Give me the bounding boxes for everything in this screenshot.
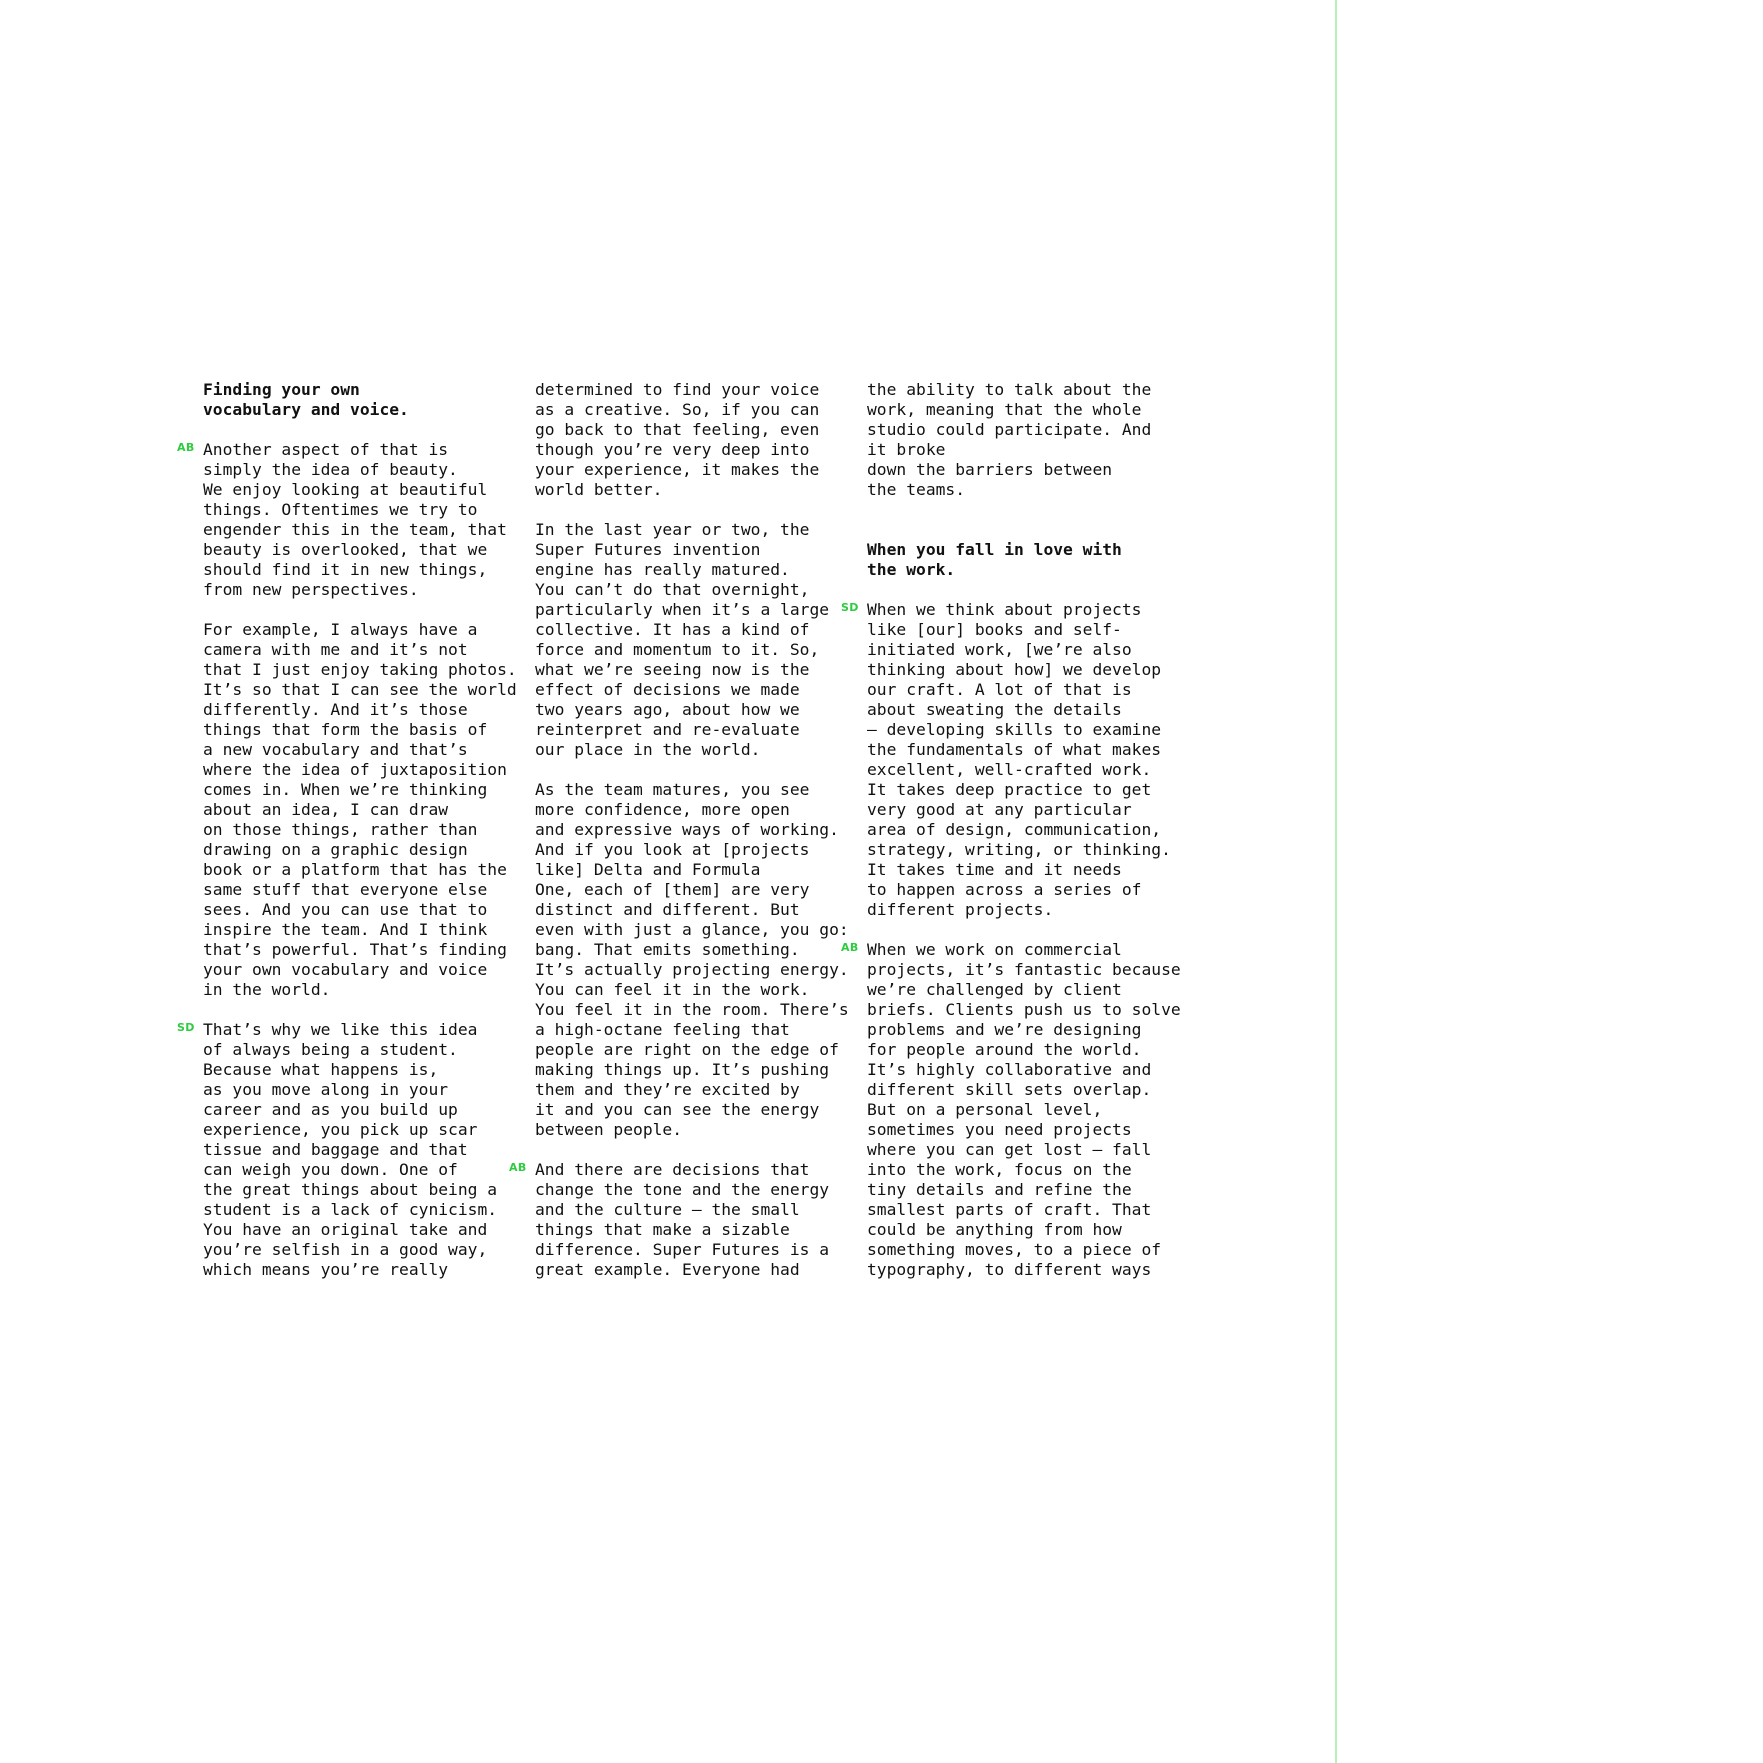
speaker-initials: SD	[841, 601, 859, 614]
text-column-3	[841, 380, 1182, 1280]
text-line: It takes deep practice to get	[867, 780, 1152, 799]
text-line: like] Delta and Formula	[535, 860, 761, 879]
page-divider-line	[1335, 0, 1337, 1763]
text-line: about an idea, I can draw	[203, 800, 449, 819]
text-line: things that form the basis of	[203, 720, 488, 739]
text-line: for people around the world.	[867, 1040, 1142, 1059]
text-line: One, each of [them] are very	[535, 880, 810, 899]
text-line: It’s actually projecting energy.	[535, 960, 849, 979]
text-line: It’s so that I can see the world	[203, 680, 517, 699]
text-line: Another aspect of that is	[203, 440, 449, 459]
text-line: the ability to talk about the	[867, 380, 1152, 399]
text-line: drawing on a graphic design	[203, 840, 468, 859]
text-line: difference. Super Futures is a	[535, 1240, 830, 1259]
text-line: When you fall in love with	[867, 540, 1122, 559]
text-line: excellent, well-crafted work.	[867, 760, 1152, 779]
text-line: what we’re seeing now is the	[535, 660, 810, 679]
text-line: reinterpret and re-evaluate	[535, 720, 800, 739]
text-line: making things up. It’s pushing	[535, 1060, 830, 1079]
text-line: beauty is overlooked, that we	[203, 540, 488, 559]
text-line: it and you can see the energy	[535, 1100, 820, 1119]
text-line: comes in. When we’re thinking	[203, 780, 488, 799]
paragraph	[867, 380, 1182, 500]
paragraph	[203, 620, 518, 1000]
text-line: that I just enjoy taking photos.	[203, 660, 517, 679]
text-line: tiny details and refine the	[867, 1180, 1132, 1199]
text-line: great example. Everyone had	[535, 1260, 800, 1279]
text-line: You can’t do that overnight,	[535, 580, 810, 599]
text-line: strategy, writing, or thinking.	[867, 840, 1171, 859]
text-column-2	[509, 380, 850, 1280]
text-line: career and as you build up	[203, 1100, 458, 1119]
text-line: simply the idea of beauty.	[203, 460, 458, 479]
text-line: the teams.	[867, 480, 966, 499]
text-line: to happen across a series of	[867, 880, 1142, 899]
speaker-initials: AB	[177, 441, 195, 454]
text-line: the fundamentals of what makes	[867, 740, 1162, 759]
text-line: a new vocabulary and that’s	[203, 740, 468, 759]
text-line: When we think about projects	[867, 600, 1142, 619]
text-line: about sweating the details	[867, 700, 1122, 719]
paragraph	[535, 520, 850, 760]
text-line: like [our] books and self-	[867, 620, 1122, 639]
text-line: that’s powerful. That’s finding	[203, 940, 507, 959]
text-line: camera with me and it’s not	[203, 640, 468, 659]
text-line: It takes time and it needs	[867, 860, 1122, 879]
text-line: in the world.	[203, 980, 331, 999]
text-line: where the idea of juxtaposition	[203, 760, 507, 779]
text-line: distinct and different. But	[535, 900, 800, 919]
text-line: effect of decisions we made	[535, 680, 800, 699]
text-line: go back to that feeling, even	[535, 420, 820, 439]
text-line: very good at any particular	[867, 800, 1132, 819]
text-line: our craft. A lot of that is	[867, 680, 1132, 699]
paragraph	[509, 1160, 850, 1280]
text-line: into the work, focus on the	[867, 1160, 1132, 1179]
text-line: you’re selfish in a good way,	[203, 1240, 488, 1259]
text-column-1	[177, 380, 518, 1280]
text-line: we’re challenged by client	[867, 980, 1122, 999]
text-line: can weigh you down. One of	[203, 1160, 458, 1179]
text-line: determined to find your voice	[535, 380, 820, 399]
text-line: particularly when it’s a large	[535, 600, 830, 619]
section-heading	[867, 540, 1182, 580]
text-line: Super Futures invention	[535, 540, 761, 559]
text-line: from new perspectives.	[203, 580, 419, 599]
text-line: force and momentum to it. So,	[535, 640, 820, 659]
text-line: differently. And it’s those	[203, 700, 468, 719]
speaker-initials: AB	[509, 1161, 527, 1174]
text-line: our place in the world.	[535, 740, 761, 759]
text-line: And there are decisions that	[535, 1160, 810, 1179]
text-line: two years ago, about how we	[535, 700, 800, 719]
paragraph	[535, 780, 850, 1140]
text-line: could be anything from how	[867, 1220, 1122, 1239]
text-line: experience, you pick up scar	[203, 1120, 478, 1139]
text-line: sees. And you can use that to	[203, 900, 488, 919]
text-line: And if you look at [projects	[535, 840, 810, 859]
text-line: where you can get lost – fall	[867, 1140, 1152, 1159]
text-line: as a creative. So, if you can	[535, 400, 820, 419]
text-line: and expressive ways of working.	[535, 820, 839, 839]
text-line: down the barriers between	[867, 460, 1113, 479]
text-line: it broke	[867, 440, 946, 459]
paragraph	[177, 440, 518, 600]
text-line: though you’re very deep into	[535, 440, 810, 459]
text-line: and the culture – the small	[535, 1200, 800, 1219]
text-line: engender this in the team, that	[203, 520, 507, 539]
text-line: different projects.	[867, 900, 1054, 919]
text-line: same stuff that everyone else	[203, 880, 488, 899]
text-line: people are right on the edge of	[535, 1040, 839, 1059]
text-line: You have an original take and	[203, 1220, 488, 1239]
text-line: work, meaning that the whole	[867, 400, 1142, 419]
text-line: typography, to different ways	[867, 1260, 1152, 1279]
text-line: change the tone and the energy	[535, 1180, 830, 1199]
text-line: the great things about being a	[203, 1180, 498, 1199]
text-line: things that make a sizable	[535, 1220, 790, 1239]
text-line: You feel it in the room. There’s	[535, 1000, 849, 1019]
text-line: should find it in new things,	[203, 560, 488, 579]
paragraph	[535, 380, 850, 500]
text-line: different skill sets overlap.	[867, 1080, 1152, 1099]
text-line: projects, it’s fantastic because	[867, 960, 1181, 979]
text-line: bang. That emits something.	[535, 940, 800, 959]
text-line: briefs. Clients push us to solve	[867, 1000, 1181, 1019]
text-line: on those things, rather than	[203, 820, 478, 839]
text-line: your experience, it makes the	[535, 460, 820, 479]
text-line: initiated work, [we’re also	[867, 640, 1132, 659]
text-line: which means you’re really	[203, 1260, 449, 1279]
text-line: sometimes you need projects	[867, 1120, 1132, 1139]
paragraph	[177, 1020, 518, 1280]
text-line: student is a lack of cynicism.	[203, 1200, 498, 1219]
text-line: It’s highly collaborative and	[867, 1060, 1152, 1079]
text-line: as you move along in your	[203, 1080, 449, 1099]
text-line: of always being a student.	[203, 1040, 458, 1059]
paragraph	[841, 940, 1182, 1280]
text-line: between people.	[535, 1120, 683, 1139]
speaker-initials: SD	[177, 1021, 195, 1034]
text-line: In the last year or two, the	[535, 520, 810, 539]
text-line: inspire the team. And I think	[203, 920, 488, 939]
text-line: engine has really matured.	[535, 560, 790, 579]
speaker-initials: AB	[841, 941, 859, 954]
text-line: – developing skills to examine	[867, 720, 1162, 739]
text-line: your own vocabulary and voice	[203, 960, 488, 979]
text-line: smallest parts of craft. That	[867, 1200, 1152, 1219]
text-line: more confidence, more open	[535, 800, 790, 819]
text-line: We enjoy looking at beautiful	[203, 480, 488, 499]
text-line: something moves, to a piece of	[867, 1240, 1162, 1259]
text-line: things. Oftentimes we try to	[203, 500, 478, 519]
paragraph	[841, 600, 1182, 920]
text-line: When we work on commercial	[867, 940, 1122, 959]
section-heading	[203, 380, 518, 420]
text-line: thinking about how] we develop	[867, 660, 1162, 679]
text-line: a high-octane feeling that	[535, 1020, 790, 1039]
text-line: Because what happens is,	[203, 1060, 439, 1079]
text-line: For example, I always have a	[203, 620, 478, 639]
text-line: world better.	[535, 480, 663, 499]
text-line: studio could participate. And	[867, 420, 1152, 439]
text-line: Finding your own	[203, 380, 360, 399]
text-line: As the team matures, you see	[535, 780, 810, 799]
text-line: That’s why we like this idea	[203, 1020, 478, 1039]
text-line: book or a platform that has the	[203, 860, 507, 879]
text-line: them and they’re excited by	[535, 1080, 800, 1099]
text-line: vocabulary and voice.	[203, 400, 409, 419]
text-line: problems and we’re designing	[867, 1020, 1142, 1039]
text-line: area of design, communication,	[867, 820, 1162, 839]
text-line: collective. It has a kind of	[535, 620, 810, 639]
text-line: even with just a glance, you go:	[535, 920, 849, 939]
text-line: the work.	[867, 560, 956, 579]
text-line: tissue and baggage and that	[203, 1140, 468, 1159]
text-line: You can feel it in the work.	[535, 980, 810, 999]
text-line: But on a personal level,	[867, 1100, 1103, 1119]
